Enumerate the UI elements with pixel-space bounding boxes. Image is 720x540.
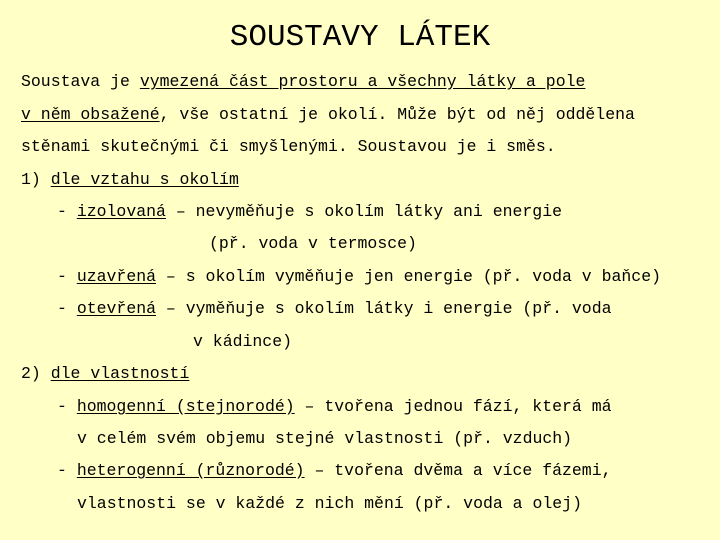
section-heading-text: dle vlastností	[50, 364, 190, 383]
list-desc: – nevyměňuje s okolím látky ani energie	[165, 202, 563, 221]
list-item-continuation: (př. voda v termosce)	[209, 234, 417, 253]
list-desc: – tvořena dvěma a více fázemi,	[304, 461, 612, 480]
list-dash: -	[57, 267, 77, 286]
section-heading-text: dle vztahu s okolím	[50, 170, 239, 189]
list-dash: -	[57, 202, 77, 221]
list-term: uzavřená	[76, 267, 157, 286]
intro-line-1	[21, 72, 585, 92]
intro-text: , vše ostatní je okolí. Může být od něj oddělena	[159, 105, 635, 124]
section-number: 1)	[21, 170, 51, 189]
page-title: SOUSTAVY LÁTEK	[229, 20, 491, 55]
list-term: heterogenní (různorodé)	[76, 461, 305, 480]
list-desc: – s okolím vyměňuje jen energie (př. voda v baňce)	[156, 267, 662, 286]
intro-underlined-text: v něm obsažené	[21, 105, 160, 124]
list-item-continuation: v kádince)	[193, 332, 293, 351]
list-dash: -	[57, 397, 77, 416]
list-item-continuation: v celém svém objemu stejné vlastnosti (př. vzduch)	[77, 429, 573, 448]
list-dash: -	[57, 461, 77, 480]
list-desc: – vyměňuje s okolím látky i energie (př. voda	[156, 299, 612, 318]
list-item-uzavrena	[57, 267, 661, 287]
list-term: otevřená	[76, 299, 157, 318]
intro-line-2	[21, 105, 635, 125]
intro-line-3: stěnami skutečnými či smyšlenými. Soustavou je i směs.	[21, 137, 556, 156]
list-dash: -	[57, 299, 77, 318]
list-item-continuation: vlastnosti se v každé z nich mění (př. voda a olej)	[77, 494, 582, 513]
list-term: izolovaná	[76, 202, 166, 221]
list-desc: – tvořena jednou fází, která má	[294, 397, 612, 416]
section-number: 2)	[21, 364, 51, 383]
intro-text: Soustava je	[21, 72, 140, 91]
intro-underlined-text: vymezená část prostoru a všechny látky a pole	[139, 72, 586, 91]
list-item-izolovana	[57, 202, 562, 222]
list-item-otevrena	[57, 299, 612, 319]
list-item-heterogenni	[57, 461, 612, 481]
list-item-homogenni	[57, 397, 612, 417]
section-2-heading	[21, 364, 189, 384]
section-1-heading	[21, 170, 239, 190]
list-term: homogenní (stejnorodé)	[76, 397, 295, 416]
